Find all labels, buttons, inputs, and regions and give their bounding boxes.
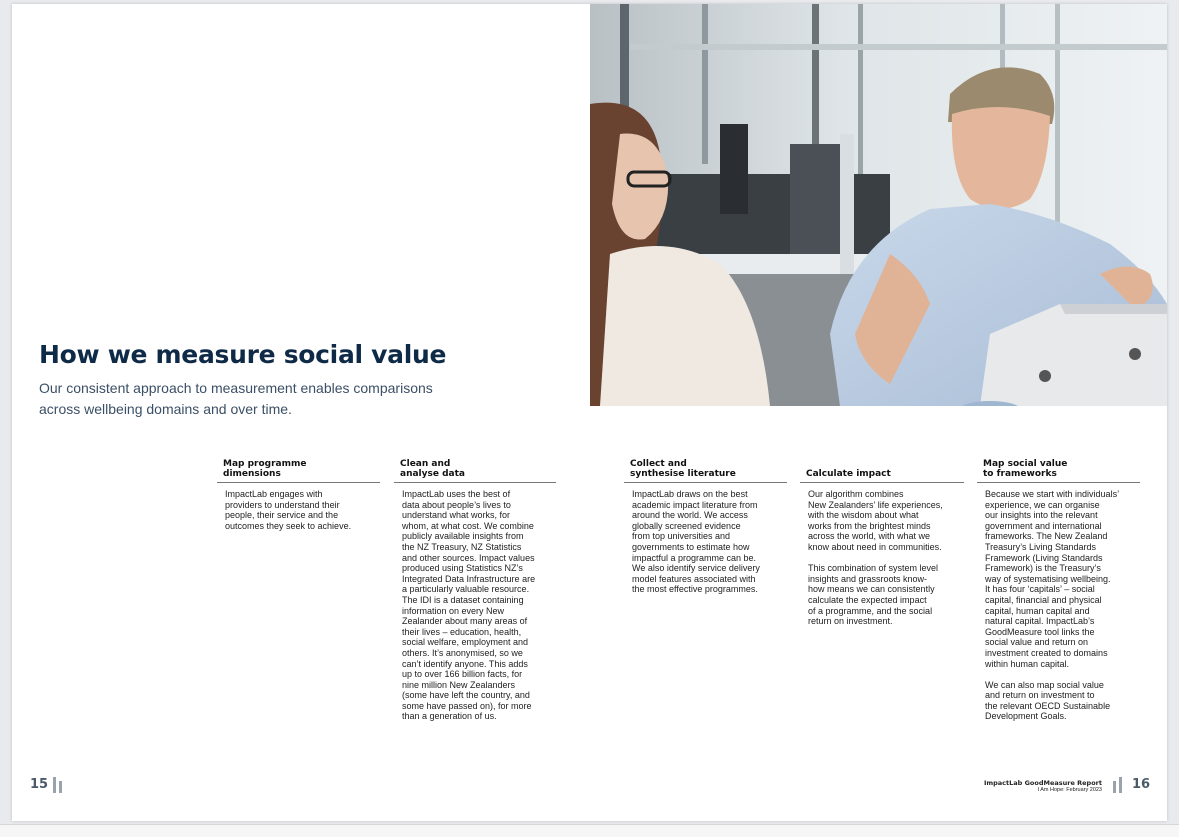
page-heading-block: [39, 340, 559, 420]
step-body: Our algorithm combines New Zealanders’ life experiences, with the wisdom about what works from the brightest minds across the world, with what we know about need in communities. This combination of system level insights and grassroots know- how means we can consistently calculate the expected impact of a programme, and the social return on investment.: [808, 489, 943, 627]
footer-title: ImpactLab GoodMeasure Report: [983, 779, 1102, 787]
next-spread-edge: [0, 824, 1179, 837]
process-step: [977, 457, 1140, 722]
page-title: How we measure social value: [39, 340, 447, 369]
process-step: [394, 457, 556, 722]
report-spread: [12, 4, 1167, 821]
step-body: ImpactLab draws on the best academic impact literature from around the world. We access globally screened evidence from top universities and governments to estimate how impactful a programme can be. We also identify service delivery model features associated with the most effective programmes.: [632, 489, 760, 595]
page-marker-bars-icon: [53, 777, 65, 793]
step-heading: Collect and synthesise literature: [630, 459, 736, 479]
step-body: ImpactLab engages with providers to understand their people, their service and the outcomes they seek to achieve.: [225, 489, 352, 531]
step-heading: Map programme dimensions: [223, 459, 307, 479]
step-heading: Clean and analyse data: [400, 459, 465, 479]
process-step: [624, 457, 787, 595]
step-body: Because we start with individuals’ experience, we can organise our insights into the relevant government and international frameworks. The New Zealand Treasury’s Living Standards Framework (Living Standards Framework) is the Treasury’s way of systematising wellbeing. It has four ‘capitals’ – social capital, financial and physical capital, human capital and natural capital. ImpactLab’s GoodMeasure tool links the social value and return on investment created to domains within human capital. We can also map social value and return on investment to the relevant OECD Sustainable Development Goals.: [985, 489, 1120, 722]
step-heading: Map social value to frameworks: [983, 459, 1068, 479]
page-subtitle: Our consistent approach to measurement enables comparisons across wellbeing domains and over time.: [39, 380, 433, 417]
right-page-number: 16: [1132, 777, 1151, 792]
step-heading: Calculate impact: [806, 469, 891, 479]
process-step: [800, 457, 964, 627]
report-footer: [912, 779, 1102, 794]
process-step: [217, 457, 380, 531]
page-marker-bars-icon: [1113, 777, 1125, 793]
step-body: ImpactLab uses the best of data about people’s lives to understand what works, for whom, at what cost. We combine publicly available insights from the NZ Treasury, NZ Statistics and other sources. Impact values produced using Statistics NZ’s Integrated Data Infrastructure are a particularly valuable resource. The IDI is a dataset containing information on every New Zealander about many areas of their lives – education, health, social welfare, employment and others. It’s anonymised, so we can’t identify anyone. This adds up to over 166 billion facts, for nine million New Zealanders (some have left the country, and some have passed on), for more than a generation of us.: [402, 489, 536, 722]
footer-subtitle: I Am Hope: February 2023: [1037, 787, 1102, 793]
left-page-number: 15: [30, 777, 49, 792]
meeting-photo: [590, 4, 1167, 406]
